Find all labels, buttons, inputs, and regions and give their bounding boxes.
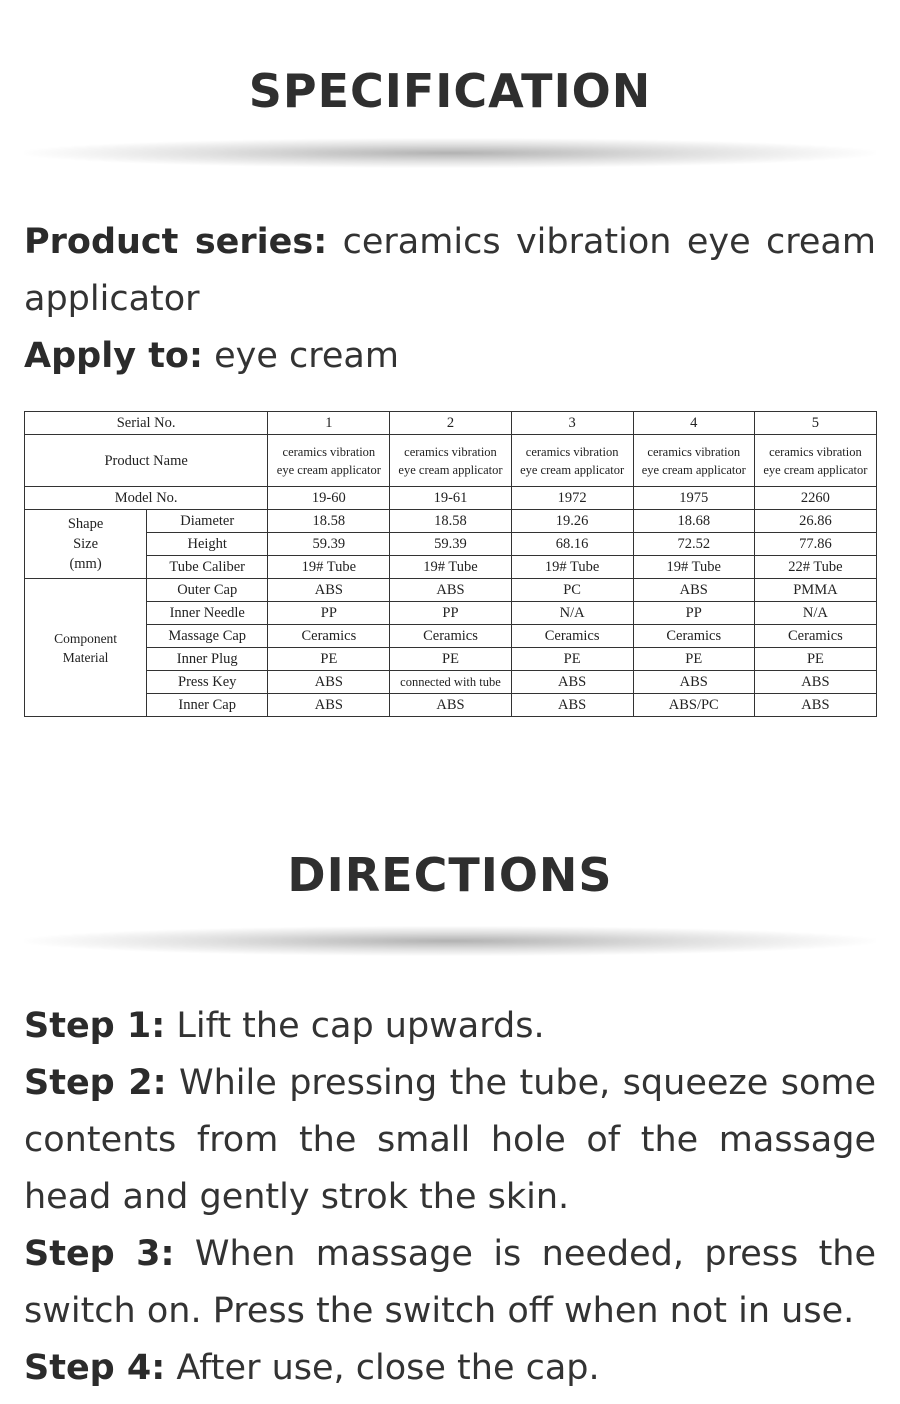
component-row-outer-cap — [25, 579, 877, 602]
table-cell: Ceramics — [511, 625, 633, 648]
model-cell: 19-61 — [390, 487, 511, 510]
directions-steps — [24, 998, 876, 1397]
product-series-line — [24, 214, 876, 328]
table-cell: Ceramics — [268, 625, 390, 648]
table-cell: 18.68 — [633, 510, 754, 533]
component-row-inner-needle — [25, 602, 877, 625]
table-cell: 72.52 — [633, 533, 754, 556]
table-cell: ABS — [268, 694, 390, 717]
directions-divider — [24, 926, 876, 956]
table-cell: PE — [390, 648, 511, 671]
component-row-inner-cap — [25, 694, 877, 717]
table-cell: PE — [268, 648, 390, 671]
table-cell: PE — [633, 648, 754, 671]
table-cell: ABS — [390, 579, 511, 602]
step-label: Step 3: — [24, 1234, 175, 1274]
step-item — [24, 1340, 876, 1397]
component-row-inner-plug — [25, 648, 877, 671]
step-item — [24, 1055, 876, 1226]
row-label: Diameter — [147, 510, 268, 533]
table-cell: PP — [268, 602, 390, 625]
apply-to-line — [24, 328, 876, 385]
table-cell: connected with tube — [390, 671, 511, 694]
step-text: When massage is needed, press the switch on. Press the switch off when not in use. — [24, 1234, 877, 1331]
model-cell: 1972 — [511, 487, 633, 510]
table-cell: ABS — [268, 671, 390, 694]
directions-title: DIRECTIONS — [287, 848, 613, 902]
step-label: Step 1: — [24, 1006, 166, 1046]
serial-cell: 2 — [390, 412, 511, 435]
step-label: Step 2: — [24, 1063, 167, 1103]
table-cell: ABS — [511, 671, 633, 694]
table-cell: Ceramics — [390, 625, 511, 648]
table-cell: ABS/PC — [633, 694, 754, 717]
table-cell: ABS — [754, 694, 876, 717]
step-text: Lift the cap upwards. — [176, 1006, 545, 1046]
row-label: Outer Cap — [147, 579, 268, 602]
product-name-cell: ceramics vibration eye cream applicator — [268, 435, 390, 487]
model-cell: 1975 — [633, 487, 754, 510]
model-cell: 2260 — [754, 487, 876, 510]
step-label: Step 4: — [24, 1348, 166, 1388]
title-divider — [24, 138, 876, 168]
product-name-cell: ceramics vibration eye cream applicator — [390, 435, 511, 487]
product-info — [24, 214, 876, 385]
product-name-cell: ceramics vibration eye cream applicator — [754, 435, 876, 487]
shape-row-height — [25, 533, 877, 556]
apply-to-value: eye cream — [214, 336, 399, 376]
shape-row-diameter — [25, 510, 877, 533]
shape-size-group-label: Shape Size (mm) — [25, 510, 147, 579]
table-cell: PE — [511, 648, 633, 671]
step-text: After use, close the cap. — [176, 1348, 600, 1388]
table-cell: 77.86 — [754, 533, 876, 556]
component-row-massage-cap — [25, 625, 877, 648]
row-label: Massage Cap — [147, 625, 268, 648]
serial-cell: 4 — [633, 412, 754, 435]
step-item — [24, 998, 876, 1055]
row-label: Height — [147, 533, 268, 556]
specification-table — [24, 411, 877, 717]
product-series-label: Product series: — [24, 222, 328, 262]
table-cell: N/A — [754, 602, 876, 625]
table-cell: 59.39 — [268, 533, 390, 556]
product-name-cell: ceramics vibration eye cream applicator — [511, 435, 633, 487]
row-label: Inner Cap — [147, 694, 268, 717]
table-cell: 22# Tube — [754, 556, 876, 579]
shape-row-tube-caliber — [25, 556, 877, 579]
model-label: Model No. — [25, 487, 268, 510]
table-cell: 19# Tube — [633, 556, 754, 579]
product-name-row — [25, 435, 877, 487]
serial-row — [25, 412, 877, 435]
model-cell: 19-60 — [268, 487, 390, 510]
table-cell: 18.58 — [268, 510, 390, 533]
table-cell: 19# Tube — [511, 556, 633, 579]
row-label: Inner Needle — [147, 602, 268, 625]
table-cell: ABS — [754, 671, 876, 694]
table-cell: PP — [633, 602, 754, 625]
table-cell: ABS — [633, 671, 754, 694]
specification-title: SPECIFICATION — [248, 64, 652, 118]
table-cell: PP — [390, 602, 511, 625]
table-cell: PMMA — [754, 579, 876, 602]
table-cell: Ceramics — [633, 625, 754, 648]
table-cell: 18.58 — [390, 510, 511, 533]
table-cell: ABS — [390, 694, 511, 717]
serial-cell: 3 — [511, 412, 633, 435]
component-row-press-key — [25, 671, 877, 694]
table-cell: ABS — [511, 694, 633, 717]
table-cell: PE — [754, 648, 876, 671]
apply-to-label: Apply to: — [24, 336, 203, 376]
table-cell: 19# Tube — [390, 556, 511, 579]
table-cell: 68.16 — [511, 533, 633, 556]
row-label: Press Key — [147, 671, 268, 694]
step-text: While pressing the tube, squeeze some contents from the small hole of the massage head and gently strok the skin. — [24, 1063, 876, 1217]
model-row — [25, 487, 877, 510]
serial-cell: 5 — [754, 412, 876, 435]
table-cell: Ceramics — [754, 625, 876, 648]
table-cell: ABS — [633, 579, 754, 602]
serial-cell: 1 — [268, 412, 390, 435]
table-cell: 19.26 — [511, 510, 633, 533]
table-cell: 19# Tube — [268, 556, 390, 579]
table-cell: N/A — [511, 602, 633, 625]
table-cell: PC — [511, 579, 633, 602]
product-series-value: ceramics vibration eye cream applicator — [24, 222, 876, 319]
product-name-cell: ceramics vibration eye cream applicator — [633, 435, 754, 487]
component-material-group-label: Component Material — [25, 579, 147, 717]
product-name-label: Product Name — [25, 435, 268, 487]
table-cell: ABS — [268, 579, 390, 602]
table-cell: 26.86 — [754, 510, 876, 533]
table-cell: 59.39 — [390, 533, 511, 556]
row-label: Tube Caliber — [147, 556, 268, 579]
serial-label: Serial No. — [25, 412, 268, 435]
step-item — [24, 1226, 876, 1340]
row-label: Inner Plug — [147, 648, 268, 671]
